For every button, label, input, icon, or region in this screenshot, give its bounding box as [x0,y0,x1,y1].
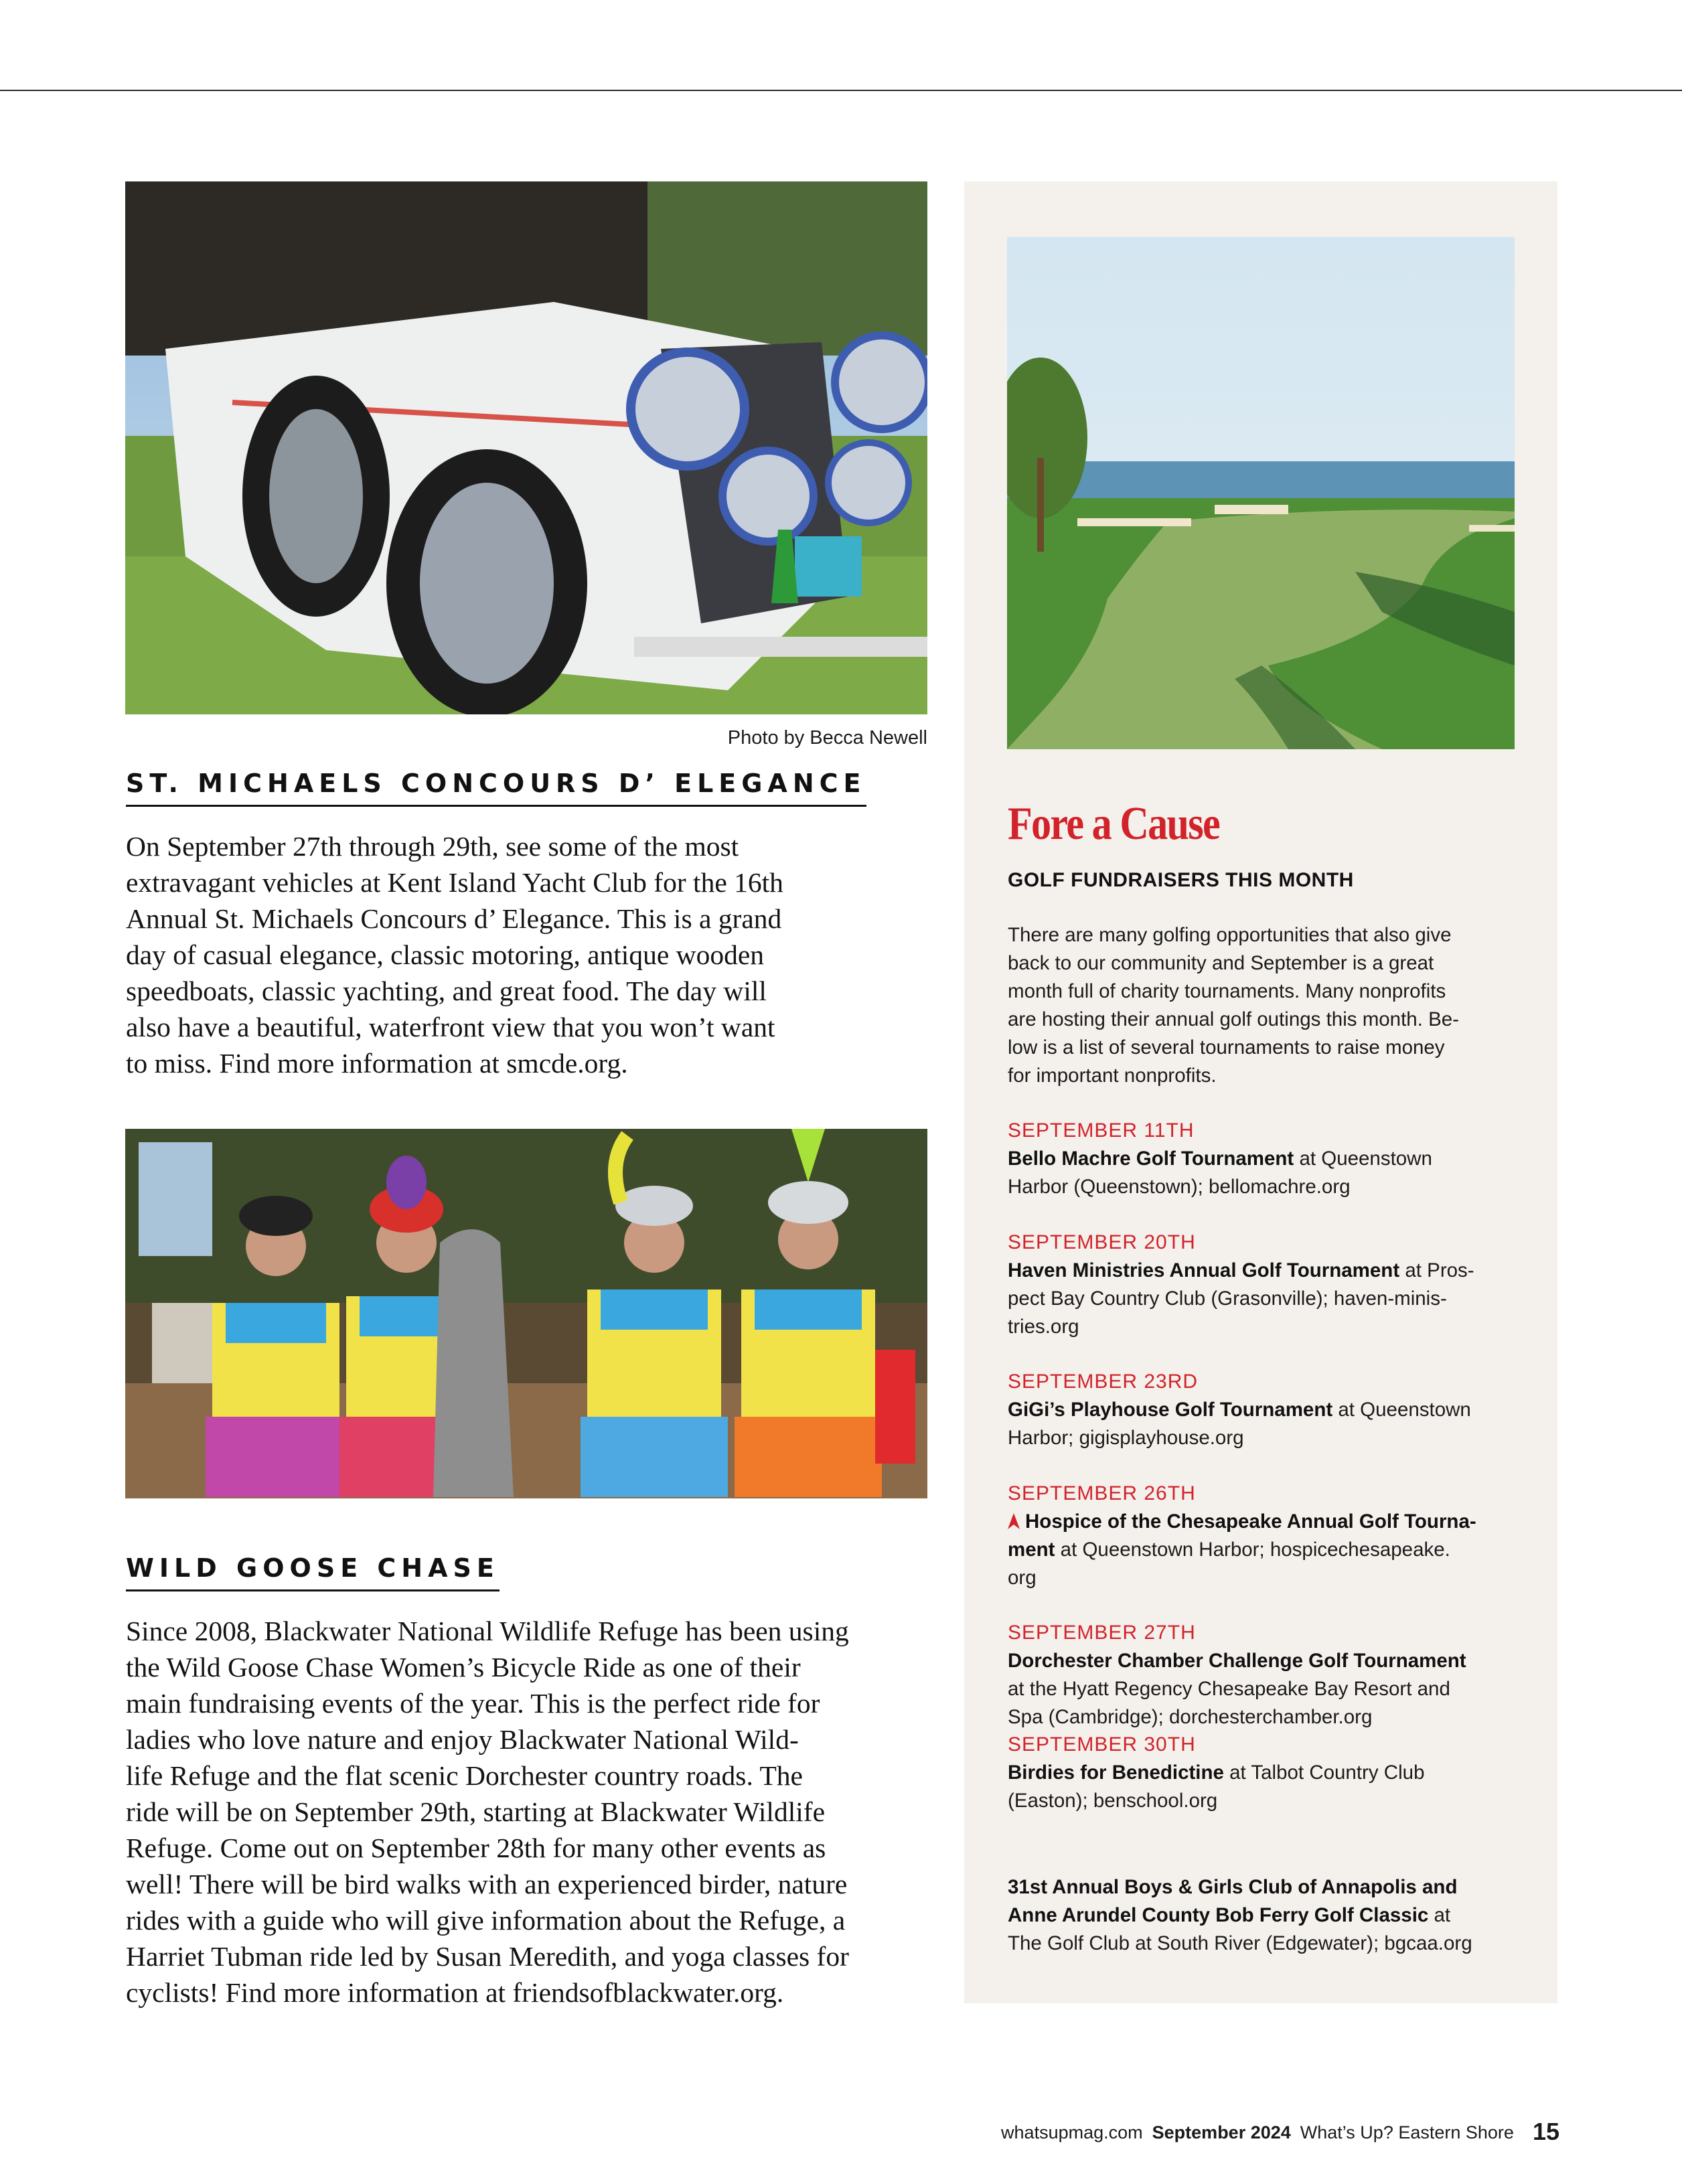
text-line: main fundraising events of the year. This is the perfect ride for [126,1688,820,1719]
event-line [1008,1396,1517,1424]
event-line [1008,1647,1517,1675]
concours-article-text [126,828,943,1081]
event-line [1008,1675,1517,1703]
header-rule [0,90,1682,91]
event-line [1008,1564,1517,1592]
event-detail: Spa (Cambridge); dorchesterchamber.org [1008,1706,1373,1728]
classic-car-image [125,181,927,714]
event-item [1008,1480,1517,1592]
event-detail: at Queenstown Harbor; hospicechesapeake. [1055,1539,1450,1561]
page-number: 15 [1532,2118,1559,2145]
text-line: the Wild Goose Chase Women’s Bicycle Ride as one of their [126,1652,801,1683]
cyclists-image [125,1129,927,1498]
concours-photo [125,181,927,714]
event-date: SEPTEMBER 20TH [1008,1231,1196,1253]
golf-fundraisers-sidebar [964,181,1557,2003]
event-name: Bello Machre Golf Tournament [1008,1148,1294,1170]
text-line: Since 2008, Blackwater National Wildlife Refuge has been using [126,1616,849,1646]
wild-goose-heading: WILD GOOSE CHASE [126,1553,500,1591]
text-line: life Refuge and the flat scenic Dorchester country roads. The [126,1760,803,1791]
event-name: ment [1008,1539,1055,1561]
event-line [1008,1173,1517,1201]
event-name: Dorchester Chamber Challenge Golf Tournament [1008,1650,1466,1672]
text-line: back to our community and September is a great [1008,952,1434,974]
wild-goose-photo [125,1129,927,1498]
event-name: Hospice of the Chesapeake Annual Golf Tourna- [1025,1510,1476,1533]
golf-course-image [1007,237,1515,749]
event-line [1008,1787,1517,1815]
event-detail: The Golf Club at South River (Edgewater); bgcaa.org [1008,1932,1472,1954]
text-line: day of casual elegance, classic motoring, antique wooden [126,939,765,970]
wild-goose-article-text [126,1613,943,2011]
whats-up-arrow-icon [1008,1513,1020,1529]
event-detail: (Easton); benschool.org [1008,1790,1218,1812]
event-date: SEPTEMBER 30TH [1008,1733,1196,1756]
event-name: Haven Ministries Annual Golf Tournament [1008,1259,1400,1281]
event-line [1008,1930,1517,1958]
event-item [1008,1873,1517,1958]
text-line: also have a beautiful, waterfront view that you won’t want [126,1012,775,1042]
event-item [1008,1731,1517,1815]
event-detail: at Talbot Country Club [1223,1762,1425,1784]
event-line [1008,1313,1517,1341]
event-line [1008,1145,1517,1173]
event-detail: Harbor (Queenstown); bellomachre.org [1008,1176,1351,1198]
footer-publication: What’s Up? Eastern Shore [1300,2122,1514,2142]
event-detail: at Pros- [1399,1259,1474,1281]
event-detail: at Queenstown [1294,1148,1432,1170]
text-line: There are many golfing opportunities that also give [1008,924,1452,946]
event-detail: at [1428,1904,1451,1926]
event-item [1008,1368,1517,1452]
event-detail: Harbor; gigisplayhouse.org [1008,1427,1244,1449]
event-detail: tries.org [1008,1316,1079,1338]
text-line: low is a list of several tournaments to raise money [1008,1036,1445,1059]
event-line [1008,1257,1517,1285]
text-line: Harriet Tubman ride led by Susan Meredith, and yoga classes for [126,1941,849,1972]
concours-heading: ST. MICHAELS CONCOURS D’ ELEGANCE [126,769,866,807]
event-line [1008,1759,1517,1787]
text-line: ladies who love nature and enjoy Blackwater National Wild- [126,1724,799,1755]
event-name: GiGi’s Playhouse Golf Tournament [1008,1399,1333,1421]
text-line: well! There will be bird walks with an experienced birder, nature [126,1869,848,1899]
event-date: SEPTEMBER 11TH [1008,1119,1195,1142]
event-line [1008,1901,1517,1930]
photo-credit: Photo by Becca Newell [727,727,927,749]
text-line: On September 27th through 29th, see some of the most [126,831,739,862]
event-item [1008,1229,1517,1341]
event-detail: at the Hyatt Regency Chesapeake Bay Resort and [1008,1678,1450,1700]
text-line: Refuge. Come out on September 28th for many other events as [126,1832,826,1863]
event-line [1008,1873,1517,1901]
event-item [1008,1619,1517,1731]
sidebar-subtitle: GOLF FUNDRAISERS THIS MONTH [1008,869,1354,891]
text-line: speedboats, classic yachting, and great food. The day will [126,976,767,1006]
text-line: to miss. Find more information at smcde.org. [126,1048,628,1079]
event-date: SEPTEMBER 27TH [1008,1622,1196,1644]
event-name: Anne Arundel County Bob Ferry Golf Classic [1008,1904,1429,1926]
text-line: cyclists! Find more information at friendsofblackwater.org. [126,1977,784,2008]
golf-course-photo [1007,237,1515,749]
text-line: month full of charity tournaments. Many nonprofits [1008,980,1446,1002]
event-line [1008,1424,1517,1452]
text-line: Annual St. Michaels Concours d’ Elegance. This is a grand [126,903,782,934]
text-line: rides with a guide who will give information about the Refuge, a [126,1905,846,1936]
page-footer [1001,2118,1559,2146]
text-line: ride will be on September 29th, starting at Blackwater Wildlife [126,1796,826,1827]
text-line: are hosting their annual golf outings this month. Be- [1008,1008,1459,1030]
event-item [1008,1117,1517,1201]
event-line [1008,1703,1517,1731]
event-detail: org [1008,1567,1037,1589]
text-line: for important nonprofits. [1008,1065,1217,1087]
event-date: SEPTEMBER 23RD [1008,1371,1199,1393]
event-detail: at Queenstown [1332,1399,1471,1421]
event-detail: pect Bay Country Club (Grasonville); haven-minis- [1008,1288,1447,1310]
text-line: extravagant vehicles at Kent Island Yacht Club for the 16th [126,867,783,898]
sidebar-intro [1008,921,1517,1090]
sidebar-title: Fore a Cause [1008,798,1219,850]
footer-site: whatsupmag.com [1001,2122,1143,2142]
footer-issue: September 2024 [1152,2122,1291,2142]
event-line [1008,1508,1517,1536]
event-name: 31st Annual Boys & Girls Club of Annapolis and [1008,1876,1458,1898]
event-line [1008,1536,1517,1564]
event-name: Birdies for Benedictine [1008,1762,1224,1784]
event-line [1008,1285,1517,1313]
event-date: SEPTEMBER 26TH [1008,1482,1196,1504]
